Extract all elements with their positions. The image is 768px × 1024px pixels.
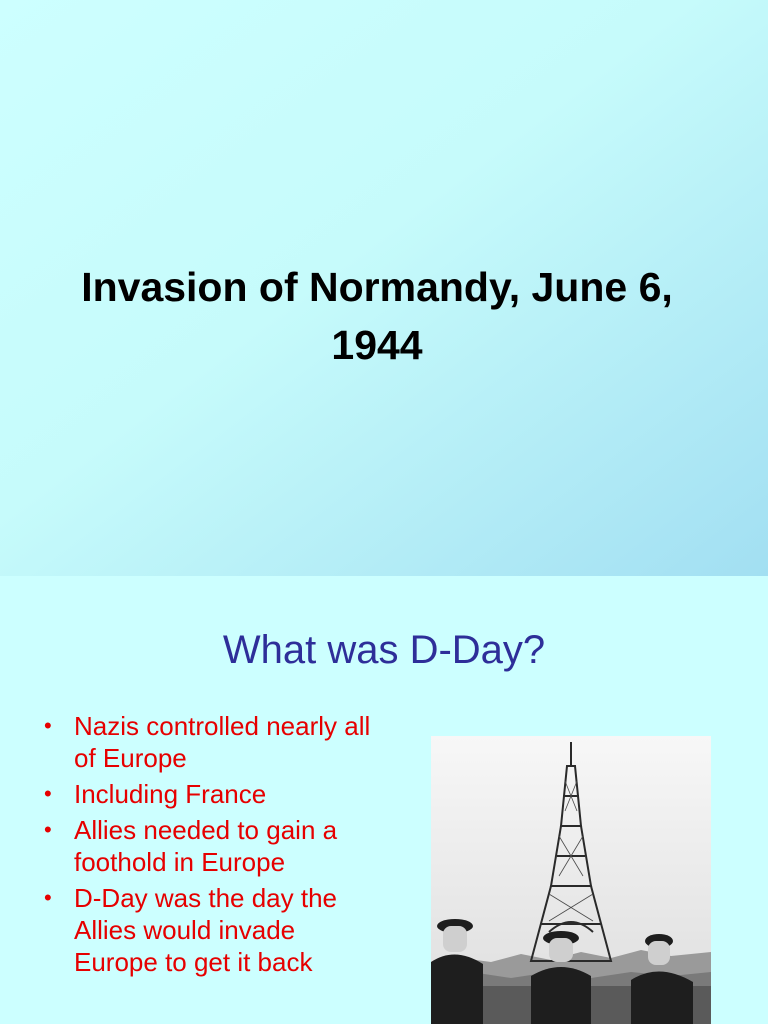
bullet-icon: • [44, 817, 52, 842]
bullet-item [40, 710, 380, 774]
bullet-item [40, 814, 380, 878]
eiffel-tower-photo-drawing [431, 736, 711, 1024]
bullet-icon: • [44, 885, 52, 910]
bullet-text: D-Day was the day the Allies would invade Europe to get it back [74, 883, 338, 977]
bullet-text: Including France [74, 779, 267, 809]
bullet-text: Nazis controlled nearly all of Europe [74, 711, 371, 773]
bullet-item [40, 882, 380, 978]
bullet-icon: • [44, 781, 52, 806]
bullet-list [40, 710, 380, 982]
bullet-item [40, 778, 380, 810]
slide-heading: What was D-Day? [222, 628, 546, 672]
bullet-icon: • [44, 713, 52, 738]
slide-d-day [0, 576, 768, 1024]
eiffel-tower-photo [431, 736, 711, 1024]
bullet-text: Allies needed to gain a foothold in Europe [74, 815, 338, 877]
slide-title-text: Invasion of Normandy, June 6, 1944 [81, 264, 673, 368]
